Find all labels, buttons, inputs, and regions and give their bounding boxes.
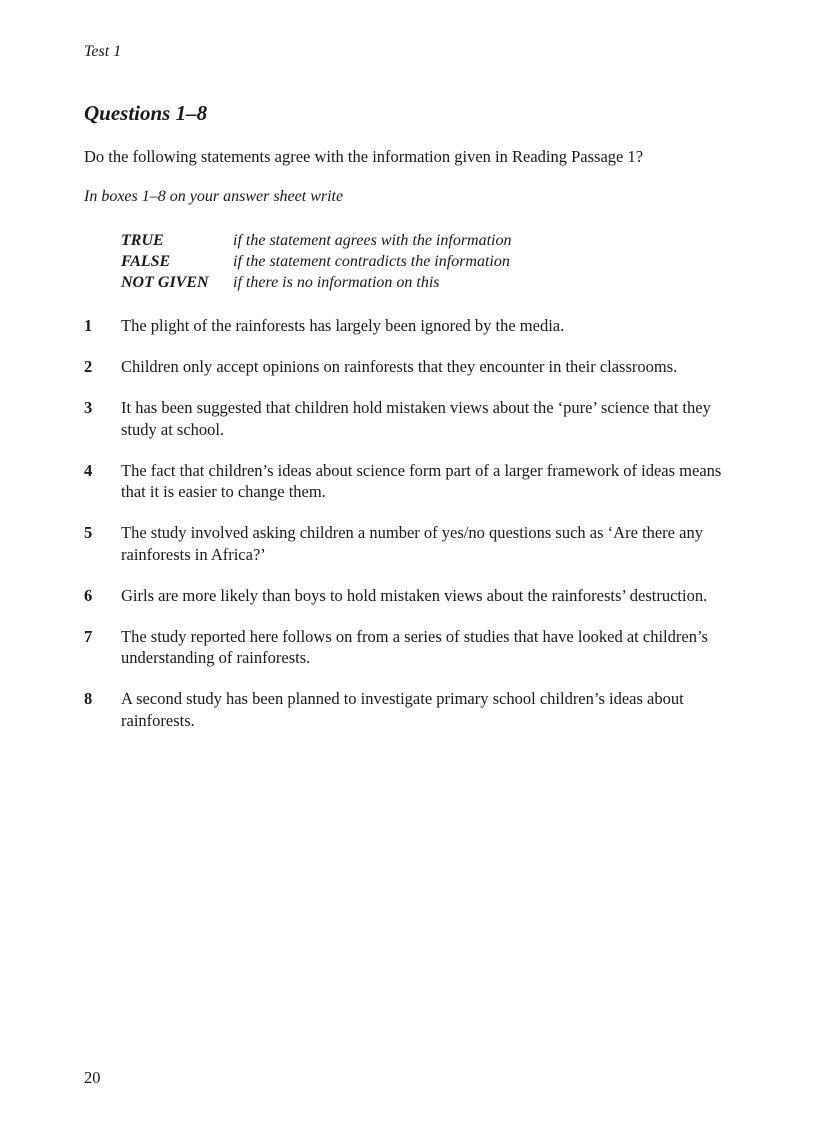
question-number: 3 (84, 398, 93, 417)
question-item (84, 522, 744, 565)
running-head: Test 1 (84, 43, 122, 60)
question-text: A second study has been planned to investigate primary school children’s ideas about rainforests. (121, 689, 684, 730)
question-text: The plight of the rainforests has largely been ignored by the media. (121, 316, 565, 335)
question-item (84, 585, 744, 607)
key-row-true (121, 230, 512, 251)
key-row-not-given (121, 272, 512, 293)
question-text: The study reported here follows on from a series of studies that have looked at children’s understanding of rainforests. (121, 626, 708, 667)
question-text: The study involved asking children a number of yes/no questions such as ‘Are there any rainforests in Africa?’ (121, 523, 703, 564)
key-description: if the statement contradicts the information (233, 253, 510, 270)
answer-instruction: In boxes 1–8 on your answer sheet write (84, 188, 344, 205)
question-text: The fact that children’s ideas about science form part of a larger framework of ideas means that it is easier to change them. (121, 460, 722, 501)
key-term: NOT GIVEN (121, 274, 209, 291)
instruction-text: Do the following statements agree with the information given in Reading Passage 1? (84, 147, 644, 166)
question-text: Children only accept opinions on rainforests that they encounter in their classrooms. (121, 357, 678, 376)
page-number: 20 (84, 1068, 101, 1087)
question-item (84, 626, 744, 669)
question-item (84, 315, 744, 337)
key-description: if the statement agrees with the information (233, 232, 512, 249)
question-item (84, 688, 744, 731)
key-term: FALSE (121, 253, 171, 270)
question-number: 5 (84, 523, 93, 542)
question-text: It has been suggested that children hold mistaken views about the ‘pure’ science that they study at school. (121, 398, 711, 439)
key-term: TRUE (121, 232, 164, 249)
question-item (84, 356, 744, 378)
question-item (84, 397, 744, 440)
key-row-false (121, 251, 512, 272)
section-title: Questions 1–8 (84, 101, 208, 125)
question-item (84, 460, 744, 503)
question-number: 4 (84, 460, 93, 480)
question-text: Girls are more likely than boys to hold mistaken views about the rainforests’ destruction. (121, 585, 708, 605)
question-number: 6 (84, 585, 93, 605)
question-number: 7 (84, 626, 93, 646)
question-list (84, 315, 744, 751)
key-description: if there is no information on this (233, 274, 440, 291)
question-number: 2 (84, 357, 93, 376)
answer-key-table (121, 230, 512, 293)
question-number: 8 (84, 689, 93, 708)
question-number: 1 (84, 316, 93, 335)
